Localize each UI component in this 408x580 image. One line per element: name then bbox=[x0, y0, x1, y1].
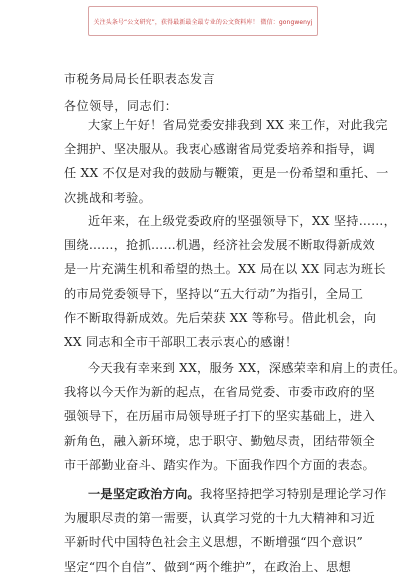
paragraph-line: 坚定“四个自信”、做到“两个维护”，在政治上、思想 bbox=[64, 559, 352, 574]
salutation: 各位领导，同志们： bbox=[64, 99, 178, 113]
paragraph-line: 大家上午好！省局党委安排我到 XX 来工作，对此我完 bbox=[88, 118, 388, 132]
paragraph-2 bbox=[64, 209, 397, 354]
paragraph-line: 强领导下，在历届市局领导班子打下的坚实基础上，进入 bbox=[64, 409, 375, 424]
paragraph-line: 围绕……，抢抓……机遇，经济社会发展不断取得新成效 bbox=[64, 238, 375, 253]
paragraph-line-text: 我将坚持把学习特别是理论学习作 bbox=[199, 487, 387, 501]
paragraph-line: 市干部勤业奋斗、踏实作为。下面我作四个方面的表态。 bbox=[64, 457, 375, 472]
paragraph-line: 的市局党委领导下，坚持以“五大行动”为指引，全局工 bbox=[64, 286, 364, 301]
paragraph-line: 近年来，在上级党委政府的坚强领导下，XX 坚持……， bbox=[88, 214, 397, 228]
paragraph-line: 新角色，融入新环境，忠于职守、勤勉尽责，团结带领全 bbox=[64, 433, 375, 448]
paragraph-line: 平新时代中国特色社会主义思想，不断增强“四个意识” bbox=[64, 535, 364, 550]
paragraph-line: 是一片充满生机和希望的热土。XX 局在以 XX 同志为班长 bbox=[64, 262, 386, 277]
paragraph-line: 全拥护、坚决服从。我衷心感谢省局党委培养和指导，调 bbox=[64, 142, 375, 157]
paragraph-line: 我将以今天作为新的起点，在省局党委、市委市政府的坚 bbox=[64, 385, 375, 400]
banner-text: 关注头条号“公文研究”，获得最新最全最专业的公文资料库！ 微信：gongwenyj bbox=[93, 18, 313, 26]
paragraph-1 bbox=[64, 113, 389, 210]
paragraph-3 bbox=[64, 356, 406, 477]
document-title: 市税务局局长任职表态发言 bbox=[64, 72, 216, 86]
paragraph-line: XX 同志和全市干部职工表示衷心的感谢！ bbox=[64, 334, 298, 349]
paragraph-line: 作不断取得新成效。先后荣获 XX 等称号。借此机会，向 bbox=[64, 310, 377, 325]
paragraph-line: 任 XX 不仅是对我的鼓励与鞭策，更是一份希望和重托、一 bbox=[64, 166, 389, 181]
paragraph-lead-heading: 一是坚定政治方向。 bbox=[88, 487, 200, 501]
watermark-banner bbox=[88, 6, 318, 36]
paragraph-line: 为履职尽责的第一需要，认真学习党的十九大精神和习近 bbox=[64, 511, 375, 526]
paragraph-4 bbox=[64, 482, 387, 579]
paragraph-line bbox=[64, 482, 387, 506]
paragraph-line: 次挑战和考验。 bbox=[64, 190, 152, 205]
paragraph-line: 今天我有幸来到 XX，服务 XX，深感荣幸和肩上的责任。 bbox=[88, 361, 406, 375]
